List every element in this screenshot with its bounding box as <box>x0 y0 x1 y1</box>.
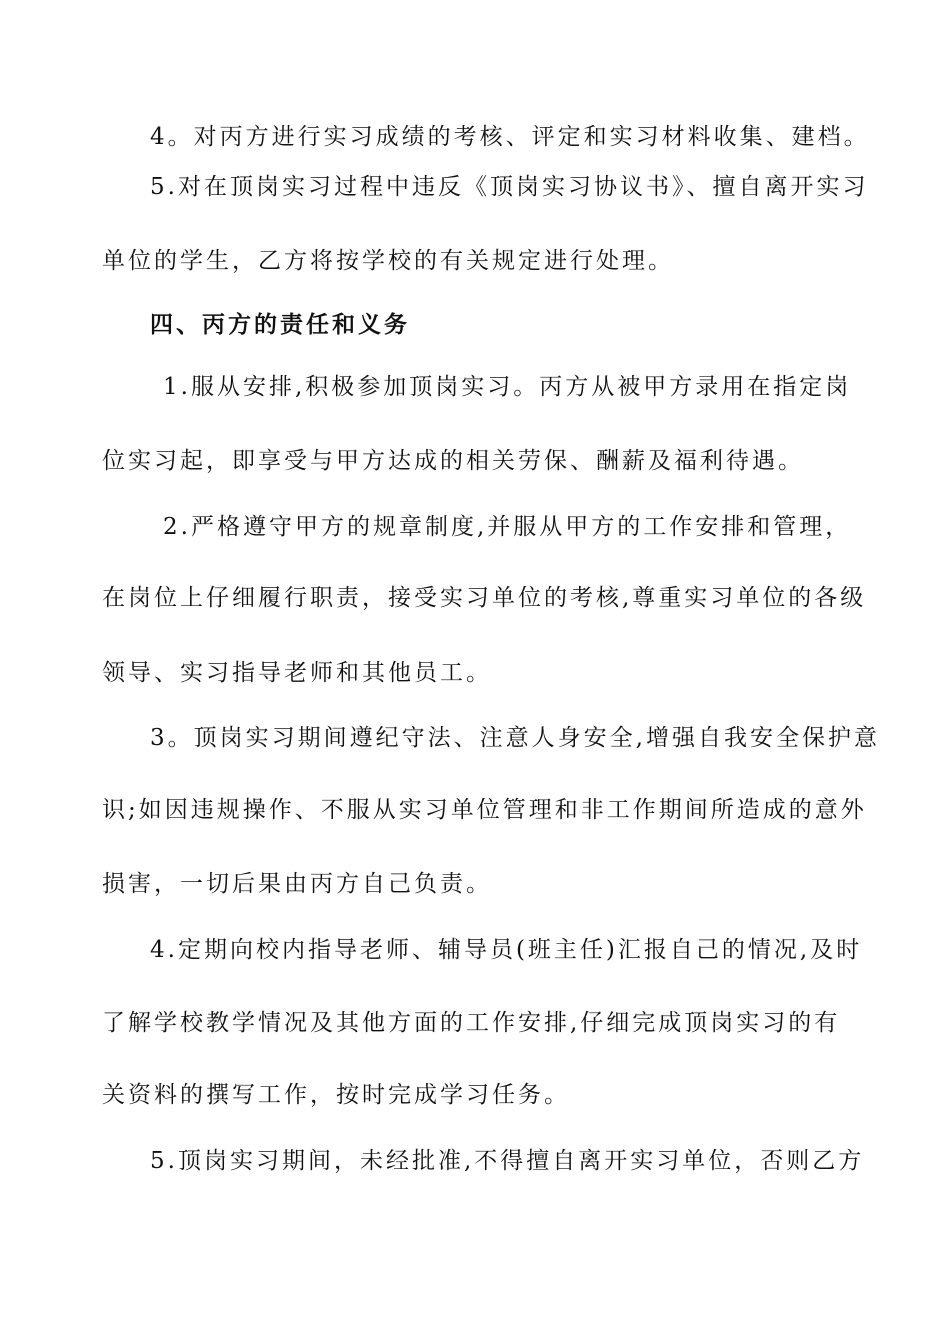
text-line: 在岗位上仔细履行职责，接受实习单位的考核,尊重实习单位的各级 <box>102 585 867 611</box>
text-line: 4.定期向校内指导老师、辅导员(班主任)汇报自己的情况,及时 <box>150 937 863 963</box>
section-heading: 四、丙方的责任和义务 <box>150 312 410 338</box>
text-line: 了解学校教学情况及其他方面的工作安排,仔细完成顶岗实习的有 <box>102 1010 841 1036</box>
text-line: 位实习起，即享受与甲方达成的相关劳保、酬薪及福利待遇。 <box>102 448 804 474</box>
text-line: 2.严格遵守甲方的规章制度,并服从甲方的工作安排和管理， <box>163 514 852 540</box>
text-line: 单位的学生，乙方将按学校的有关规定进行处理。 <box>102 248 674 274</box>
text-line: 识;如因违规操作、不服从实习单位管理和非工作期间所造成的意外 <box>102 797 867 823</box>
text-line: 3。顶岗实习期间遵纪守法、注意人身安全,增强自我安全保护意 <box>150 725 880 751</box>
text-line: 4。对丙方进行实习成绩的考核、评定和实习材料收集、建档。 <box>150 124 870 150</box>
text-line: 5.顶岗实习期间，未经批准,不得擅自离开实习单位，否则乙方 <box>150 1148 865 1174</box>
text-line: 5.对在顶岗实习过程中违反《顶岗实习协议书》、擅自离开实习 <box>150 174 869 200</box>
text-line: 领导、实习指导老师和其他员工。 <box>102 660 492 686</box>
text-line: 关资料的撰写工作，按时完成学习任务。 <box>102 1082 570 1108</box>
text-line: 1.服从安排,积极参加顶岗实习。丙方从被甲方录用在指定岗 <box>163 374 852 400</box>
text-line: 损害，一切后果由丙方自己负责。 <box>102 871 492 897</box>
